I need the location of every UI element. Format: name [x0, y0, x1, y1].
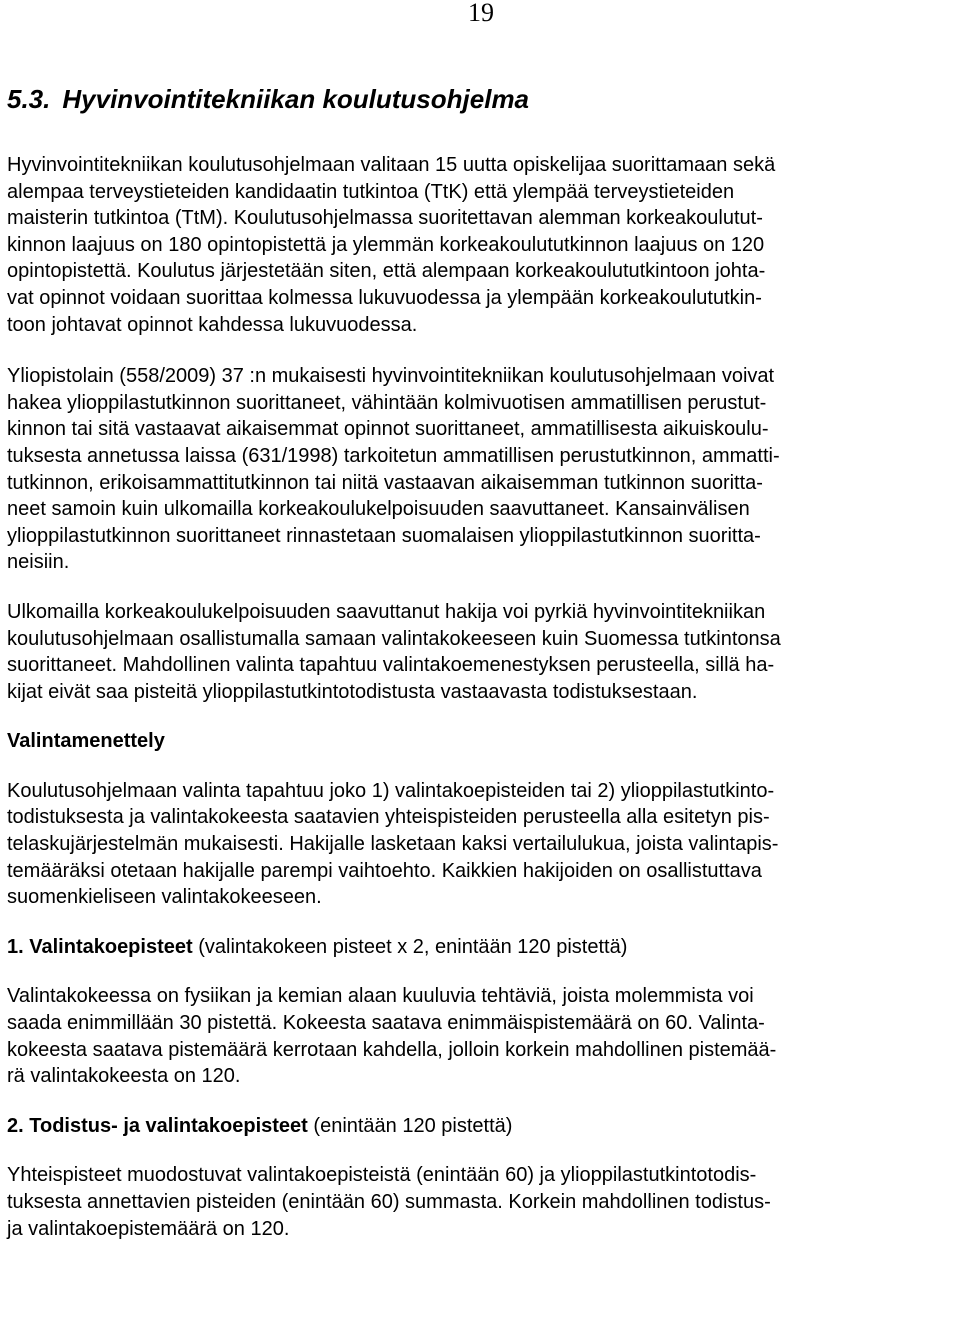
text-line: toon johtavat opinnot kahdessa lukuvuodessa.	[7, 313, 418, 336]
section-title-text: Hyvinvointitekniikan koulutusohjelma	[62, 84, 530, 114]
section-title	[7, 84, 529, 114]
text-line: rä valintakokeesta on 120.	[7, 1065, 241, 1088]
option-2-heading	[7, 1113, 953, 1140]
option-title: Valintakoepisteet	[29, 935, 193, 958]
text-line: Valintakokeessa on fysiikan ja kemian alaan kuuluvia tehtäviä, joista molemmista voi	[7, 985, 754, 1008]
text-line: koulutusohjelmaan osallistumalla samaan valintakokeeseen kuin Suomessa tutkintonsa	[7, 627, 781, 650]
text-line: tuksesta annetussa laissa (631/1998) tarkoitetun ammatillisen perustutkinnon, ammatti-	[7, 444, 780, 467]
text-line: suomenkieliseen valintakokeeseen.	[7, 886, 322, 909]
text-line: telaskujärjestelmän mukaisesti. Hakijalle lasketaan kaksi vertailulukua, joista valintapis-	[7, 833, 779, 856]
option-1-heading	[7, 934, 953, 961]
section-number: 5.3.	[7, 84, 51, 114]
text-line: suorittaneet. Mahdollinen valinta tapahtuu valintakoemenestyksen perusteella, sillä ha-	[7, 654, 775, 677]
paragraph-foreign-applicants	[7, 599, 953, 705]
text-line: temääräksi otetaan hakijalle parempi vaihtoehto. Kaikkien hakijoiden on osallistuttava	[7, 859, 762, 882]
document-body	[7, 152, 953, 1242]
option-note: (enintään 120 pistettä)	[313, 1114, 513, 1137]
procedure-heading	[7, 728, 953, 755]
text-line: neet samoin kuin ulkomailla korkeakoulukelpoisuuden saavuttaneet. Kansainvälisen	[7, 498, 750, 521]
option-number: 1.	[7, 935, 24, 958]
paragraph-intro	[7, 152, 953, 338]
option-heading-line	[7, 934, 953, 961]
text-line: opintopistettä. Koulutus järjestetään siten, että alempaan korkeakoulututkintoon johta-	[7, 260, 766, 283]
text-line: Ulkomailla korkeakoulukelpoisuuden saavuttanut hakija voi pyrkiä hyvinvointitekniikan	[7, 600, 766, 623]
text-line: vat opinnot voidaan suorittaa kolmessa lukuvuodessa ja ylempään korkeakoulututkin-	[7, 286, 762, 309]
text-line: ylioppilastutkinnon suorittaneet rinnastetaan suomalaisen ylioppilastutkinnon suoritta-	[7, 524, 761, 547]
text-line: tutkinnon, erikoisammattitutkinnon tai niitä vastaavan aikaisemman tutkinnon suoritta-	[7, 471, 763, 494]
option-number: 2.	[7, 1114, 24, 1137]
page-number: 19	[468, 0, 494, 27]
text-line: kinnon laajuus on 180 opintopistettä ja ylemmän korkeakoulututkinnon laajuus on 120	[7, 233, 765, 256]
text-line: todistuksesta ja valintakokeesta saatavien yhteispisteiden perusteella alla esitetyn pis-	[7, 806, 770, 829]
text-line: tuksesta annettavien pisteiden (enintään 60) summasta. Korkein mahdollinen todistus-	[7, 1191, 771, 1213]
text-line: kinnon tai sitä vastaavat aikaisemmat opinnot suorittaneet, ammatillisesta aikuiskoulu-	[7, 418, 769, 441]
text-line: Yhteispisteet muodostuvat valintakoepisteistä (enintään 60) ja ylioppilastutkintotodis-	[7, 1164, 757, 1187]
option-note: (valintakokeen pisteet x 2, enintään 120 pistettä)	[198, 935, 628, 958]
heading-text: Valintamenettely	[7, 730, 165, 753]
paragraph-option-1	[7, 983, 953, 1089]
text-line: neisiin.	[7, 551, 70, 574]
text-line: alempaa terveystieteiden kandidaatin tutkintoa (TtK) että ylempää terveystieteiden	[7, 180, 735, 203]
text-line: hakea ylioppilastutkinnon suorittaneet, vähintään kolmivuotisen ammatillisen perustut-	[7, 391, 767, 414]
paragraph-option-2	[7, 1162, 953, 1242]
text-line: kijat eivät saa pisteitä ylioppilastutkintotodistusta vastaavasta todistuksestaan.	[7, 680, 698, 703]
text-line: saada enimmillään 30 pistettä. Kokeesta saatava enimmäispistemäärä on 60. Valinta-	[7, 1012, 765, 1035]
text-line: kokeesta saatava pistemäärä kerrotaan kahdella, jolloin korkein mahdollinen pistemää-	[7, 1038, 777, 1061]
paragraph-procedure	[7, 778, 953, 911]
option-title: Todistus- ja valintakoepisteet	[29, 1114, 308, 1137]
text-line: Hyvinvointitekniikan koulutusohjelmaan valitaan 15 uutta opiskelijaa suorittamaan sekä	[7, 154, 776, 176]
option-heading-line	[7, 1113, 953, 1140]
text-line: Koulutusohjelmaan valinta tapahtuu joko 1) valintakoepisteiden tai 2) ylioppilastutkinto-	[7, 779, 775, 802]
text-line: ja valintakoepistemäärä on 120.	[7, 1217, 290, 1240]
text-line: Yliopistolain (558/2009) 37 :n mukaisesti hyvinvointitekniikan koulutusohjelmaan voivat	[7, 365, 775, 388]
text-line: maisterin tutkintoa (TtM). Koulutusohjelmassa suoritettavan alemman korkeakoulutut-	[7, 207, 763, 230]
paragraph-eligibility	[7, 363, 953, 576]
